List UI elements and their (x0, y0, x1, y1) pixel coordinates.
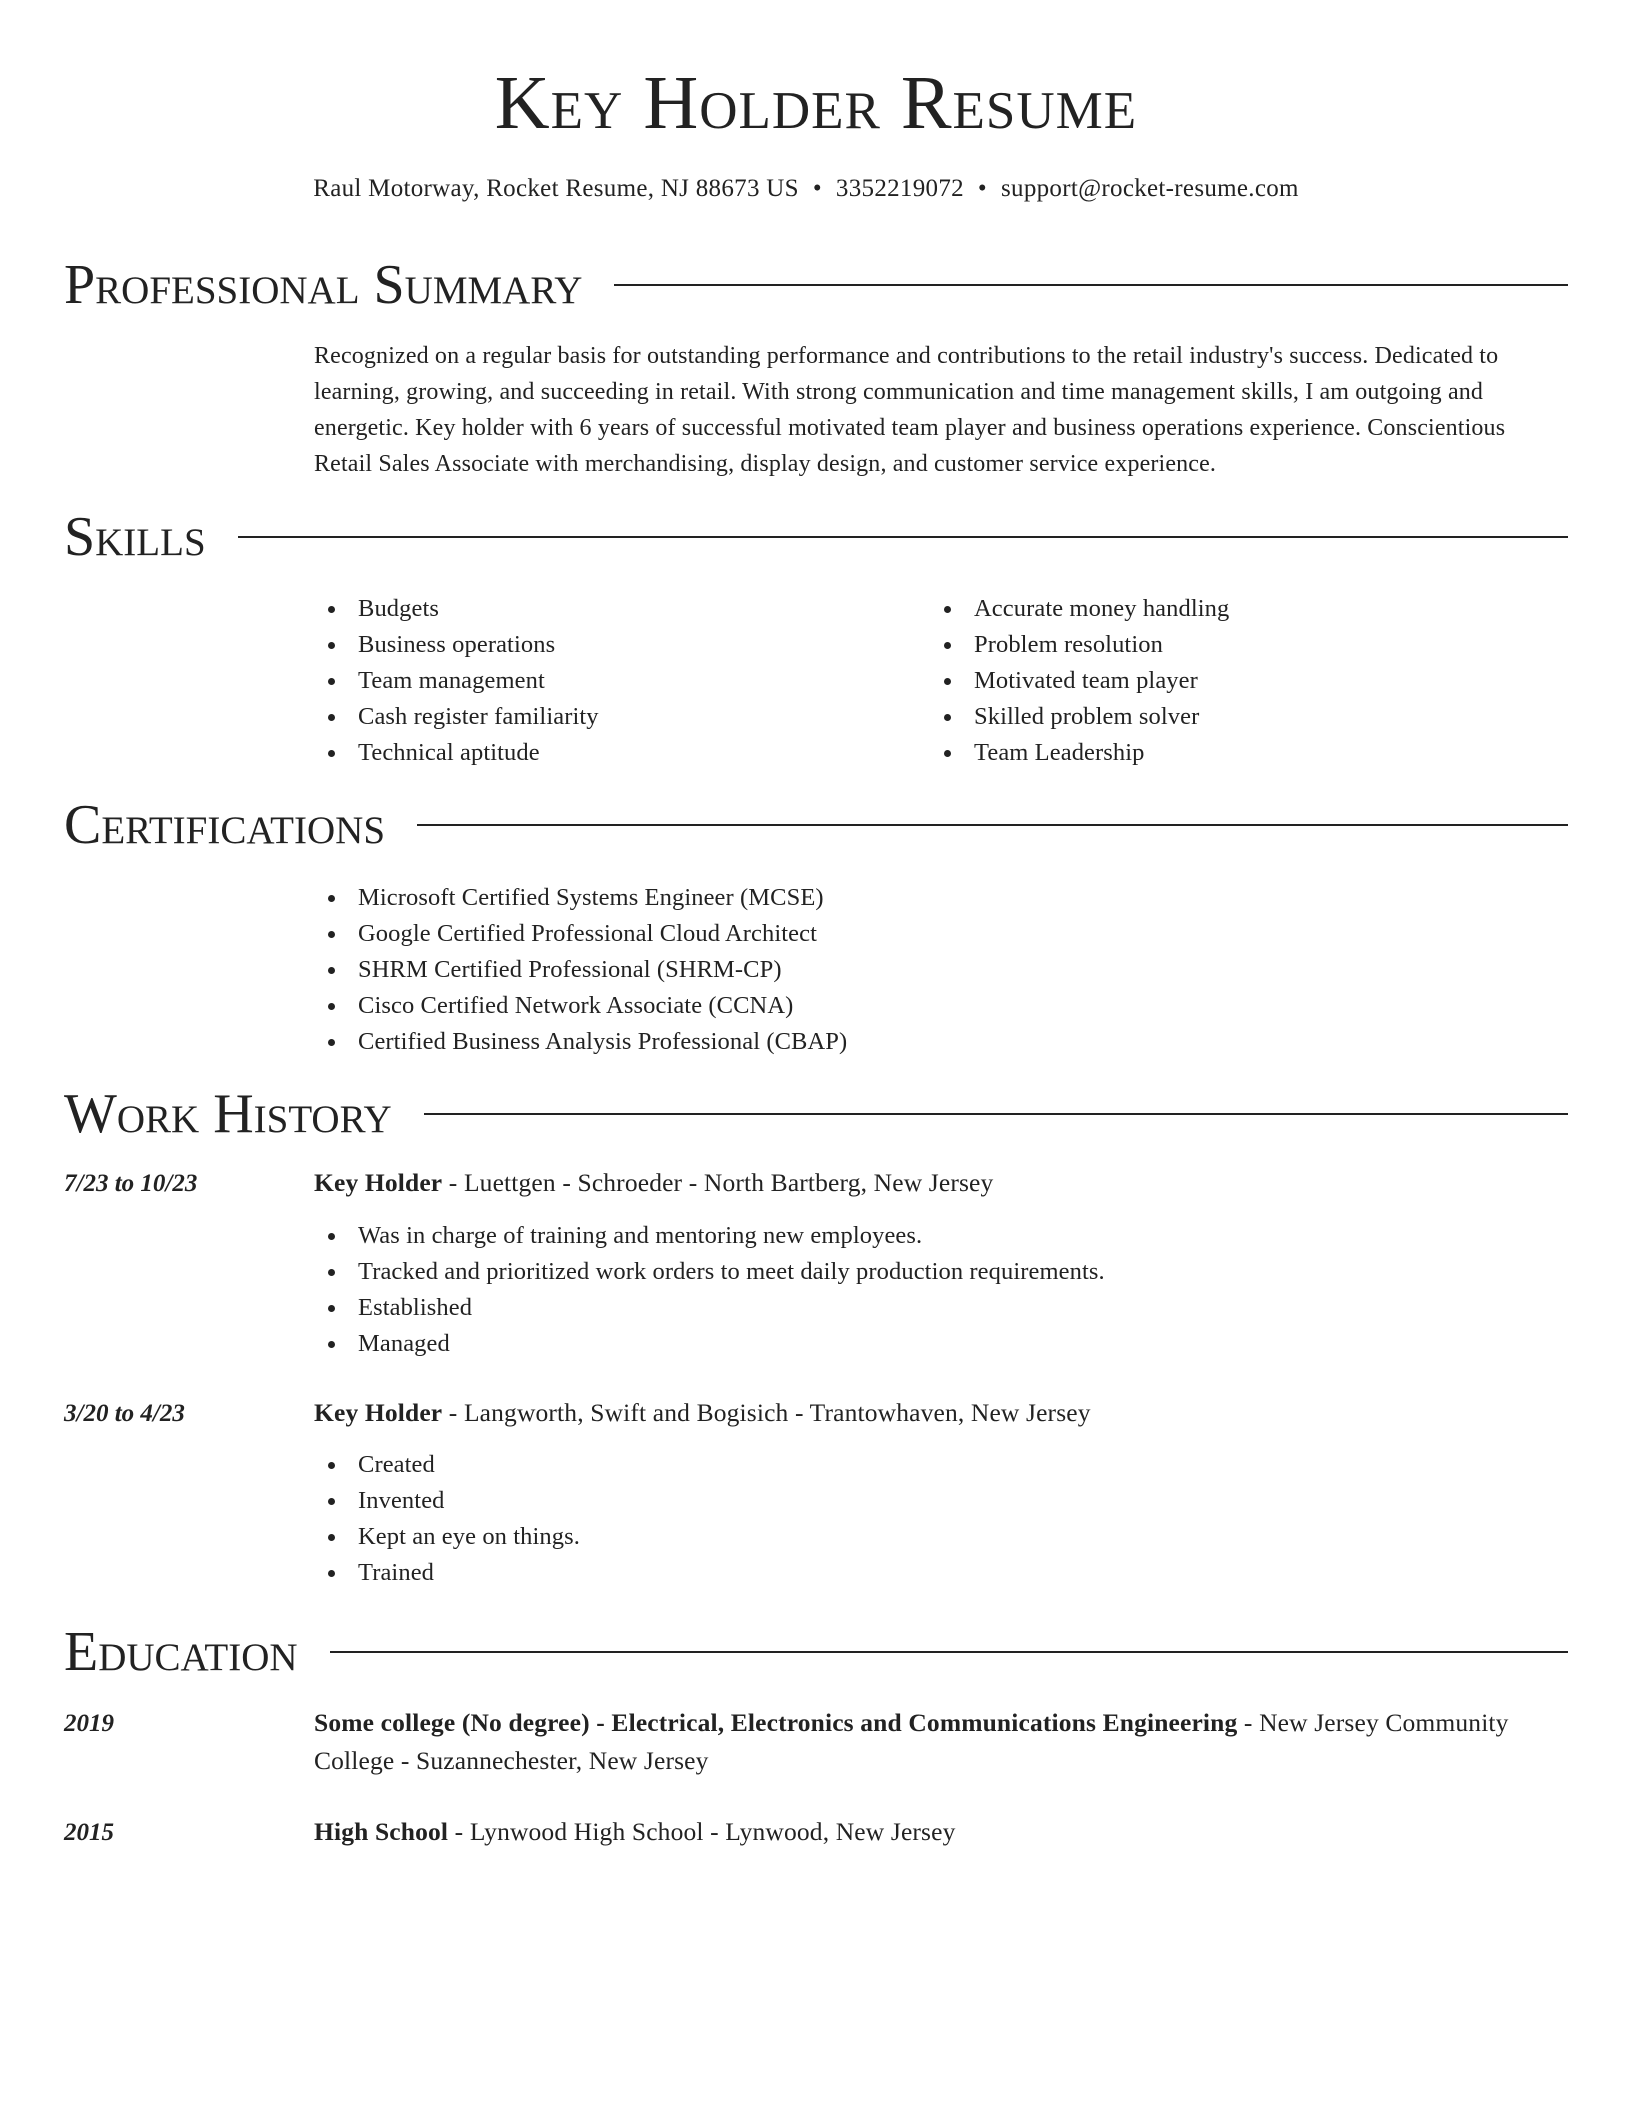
job-duties (314, 1218, 1514, 1362)
section-header-work (64, 1082, 1568, 1146)
contact-separator: • (977, 175, 987, 202)
section-header-summary (64, 253, 1568, 317)
skill-item: Cash register familiarity (314, 699, 874, 735)
certification-item: Cisco Certified Network Associate (CCNA) (314, 988, 1514, 1024)
education-school: - Lynwood High School - Lynwood, New Jersey (448, 1817, 956, 1846)
section-header-certifications (64, 793, 1568, 857)
skill-item: Technical aptitude (314, 735, 874, 771)
duty-item: Created (314, 1447, 1514, 1483)
job-dates: 3/20 to 4/23 (64, 1400, 185, 1427)
skill-item: Accurate money handling (930, 591, 1490, 627)
contact-address: Raul Motorway, Rocket Resume, NJ 88673 US (313, 175, 799, 202)
skill-item: Skilled problem solver (930, 699, 1490, 735)
education-degree: High School (314, 1817, 449, 1846)
skill-item: Budgets (314, 591, 874, 627)
contact-separator: • (812, 175, 822, 202)
duty-item: Was in charge of training and mentoring new employees. (314, 1218, 1514, 1254)
education-degree: Some college (No degree) - Electrical, Electronics and Communications Engineering (314, 1708, 1238, 1737)
education-year: 2019 (64, 1710, 114, 1737)
skill-item: Motivated team player (930, 663, 1490, 699)
resume-title: Key Holder Resume (494, 61, 1138, 145)
duty-item: Invented (314, 1483, 1514, 1519)
section-header-education (64, 1620, 1568, 1684)
education-school: - New Jersey Community College - Suzannechester, New Jersey (314, 1708, 1509, 1775)
section-divider (424, 1113, 1568, 1115)
skill-item: Business operations (314, 627, 874, 663)
summary-text: Recognized on a regular basis for outstanding performance and contributions to the retail industry's success. Dedicated to learning, growing, and succeeding in retail. With strong communication and time management skills, I am outgoing and energetic. Key holder with 6 years of successful motivated team player and business operations experience. Conscientious Retail Sales Associate with merchandising, display design, and customer service experience. (314, 343, 1506, 477)
duty-item: Managed (314, 1326, 1514, 1362)
section-title-work: Work History (64, 1083, 392, 1145)
skill-item: Team Leadership (930, 735, 1490, 771)
section-divider (614, 284, 1568, 286)
skill-item: Team management (314, 663, 874, 699)
section-title-certifications: Certifications (64, 794, 386, 856)
certifications-list (314, 880, 1514, 1060)
certification-item: Certified Business Analysis Professional (CBAP) (314, 1024, 1514, 1060)
skills-list-right (930, 591, 1490, 771)
contact-email: support@rocket-resume.com (1000, 175, 1299, 202)
section-divider (238, 536, 1568, 538)
contact-phone: 3352219072 (835, 175, 964, 202)
job-heading (314, 1164, 1568, 1202)
skill-item: Problem resolution (930, 627, 1490, 663)
job-title: Key Holder (314, 1398, 443, 1427)
job-dates: 7/23 to 10/23 (64, 1170, 198, 1197)
duty-item: Trained (314, 1555, 1514, 1591)
section-divider (417, 824, 1568, 826)
section-divider (330, 1651, 1568, 1653)
section-title-education: Education (64, 1621, 298, 1683)
job-heading (314, 1394, 1568, 1432)
section-title-summary: Professional Summary (64, 254, 583, 316)
certification-item: SHRM Certified Professional (SHRM-CP) (314, 952, 1514, 988)
skills-list-left (314, 591, 874, 771)
education-year: 2015 (64, 1819, 114, 1846)
education-entry (314, 1704, 1568, 1780)
certification-item: Google Certified Professional Cloud Architect (314, 916, 1514, 952)
duty-item: Established (314, 1290, 1514, 1326)
job-title: Key Holder (314, 1168, 443, 1197)
job-duties (314, 1447, 1514, 1591)
section-title-skills: Skills (64, 506, 206, 568)
duty-item: Tracked and prioritized work orders to meet daily production requirements. (314, 1254, 1514, 1290)
duty-item: Kept an eye on things. (314, 1519, 1514, 1555)
contact-line (0, 172, 1612, 206)
education-entry (314, 1813, 1568, 1851)
job-employer: - Langworth, Swift and Bogisich - Trantowhaven, New Jersey (442, 1398, 1091, 1427)
job-employer: - Luettgen - Schroeder - North Bartberg, New Jersey (442, 1168, 994, 1197)
certification-item: Microsoft Certified Systems Engineer (MCSE) (314, 880, 1514, 916)
section-header-skills (64, 505, 1568, 569)
